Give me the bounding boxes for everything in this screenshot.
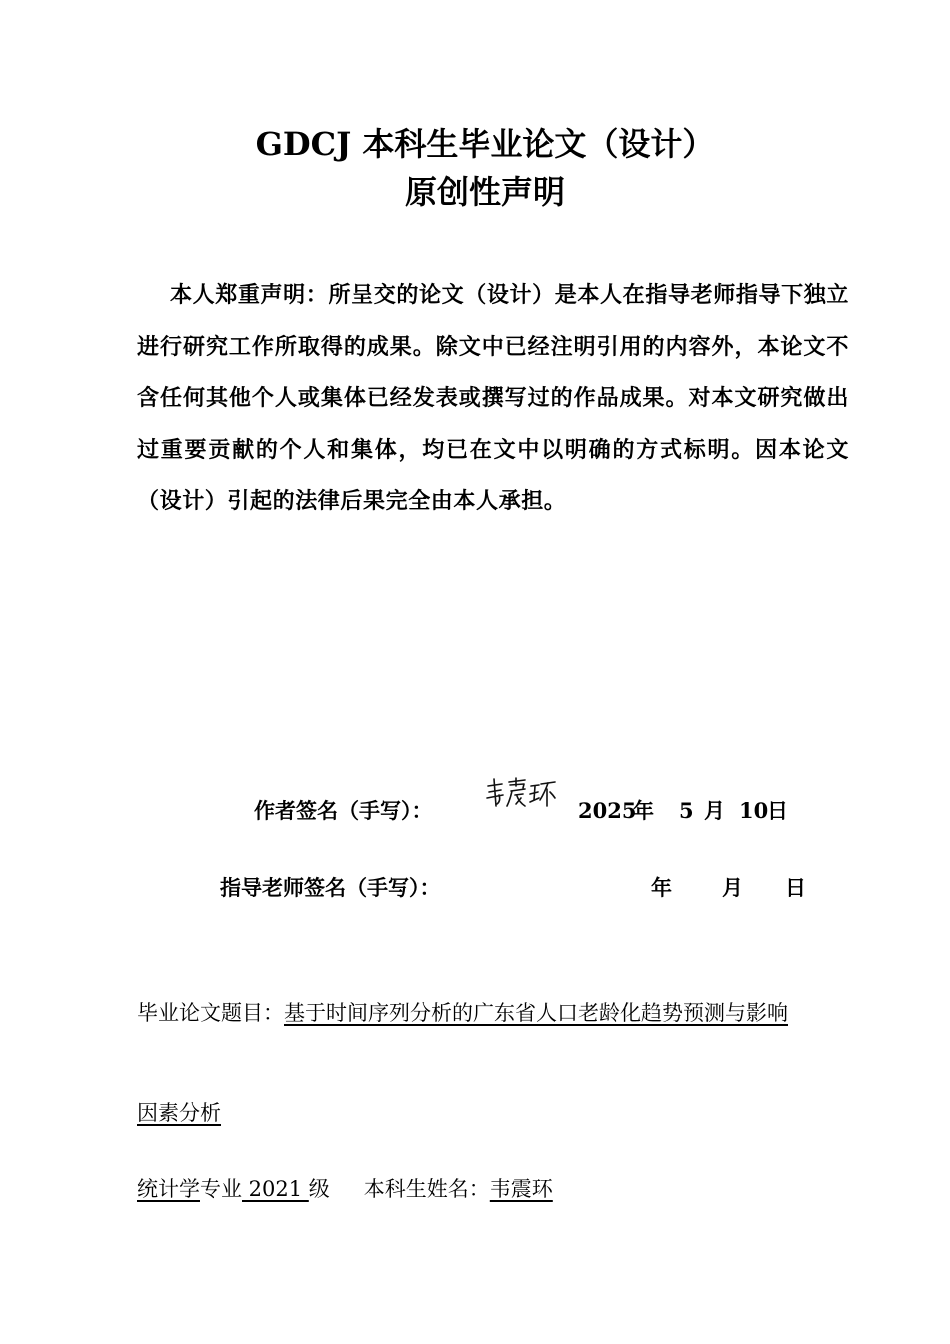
thesis-topic-line xyxy=(137,998,788,1028)
author-date-year-unit: 年 xyxy=(633,798,654,823)
student-name-label: 本科生姓名： xyxy=(363,1177,490,1201)
thesis-topic-value: 基于时间序列分析的广东省人口老龄化趋势预测与影响 xyxy=(284,1001,788,1025)
author-date-day-unit: 日 xyxy=(767,798,788,823)
declaration-paragraph: 本人郑重声明：所呈交的论文（设计）是本人在指导老师指导下独立进行研究工作所取得的成果。除文中已经注明引用的内容外，本论文不含任何其他个人或集体已经发表或撰写过的作品成果。对本文研究做出过重要贡献的个人和集体，均已在文中以明确的方式标明。因本论文（设计）引起的法律后果完全由本人承担。 xyxy=(137,282,849,514)
thesis-topic-label: 毕业论文题目： xyxy=(137,1001,284,1025)
handwritten-signature xyxy=(485,776,557,810)
grade-suffix: 级 xyxy=(308,1177,330,1201)
document-subtitle: 原创性声明 xyxy=(404,173,565,211)
student-name-value: 韦震环 xyxy=(489,1177,553,1201)
document-title: GDCJ 本科生毕业论文（设计） xyxy=(255,125,715,163)
author-date-day: 10 xyxy=(739,798,769,823)
grade-value: 2021 xyxy=(242,1177,309,1201)
advisor-date-year-unit: 年 xyxy=(651,875,672,900)
thesis-topic-value-continued: 因素分析 xyxy=(137,1101,221,1125)
author-date-year: 2025 xyxy=(578,798,637,823)
advisor-date-day-unit: 日 xyxy=(785,875,806,900)
author-date-month-unit: 月 xyxy=(704,798,725,823)
advisor-signature-label: 指导老师签名（手写）： xyxy=(220,875,441,900)
advisor-date-month-unit: 月 xyxy=(722,875,743,900)
author-date-month: 5 xyxy=(679,798,694,823)
author-signature-label: 作者签名（手写）： xyxy=(254,798,433,823)
major-suffix: 专业 xyxy=(200,1177,242,1201)
major-value: 统计学 xyxy=(137,1177,200,1201)
thesis-topic-continuation xyxy=(137,1098,221,1128)
student-info-line xyxy=(137,1174,553,1204)
